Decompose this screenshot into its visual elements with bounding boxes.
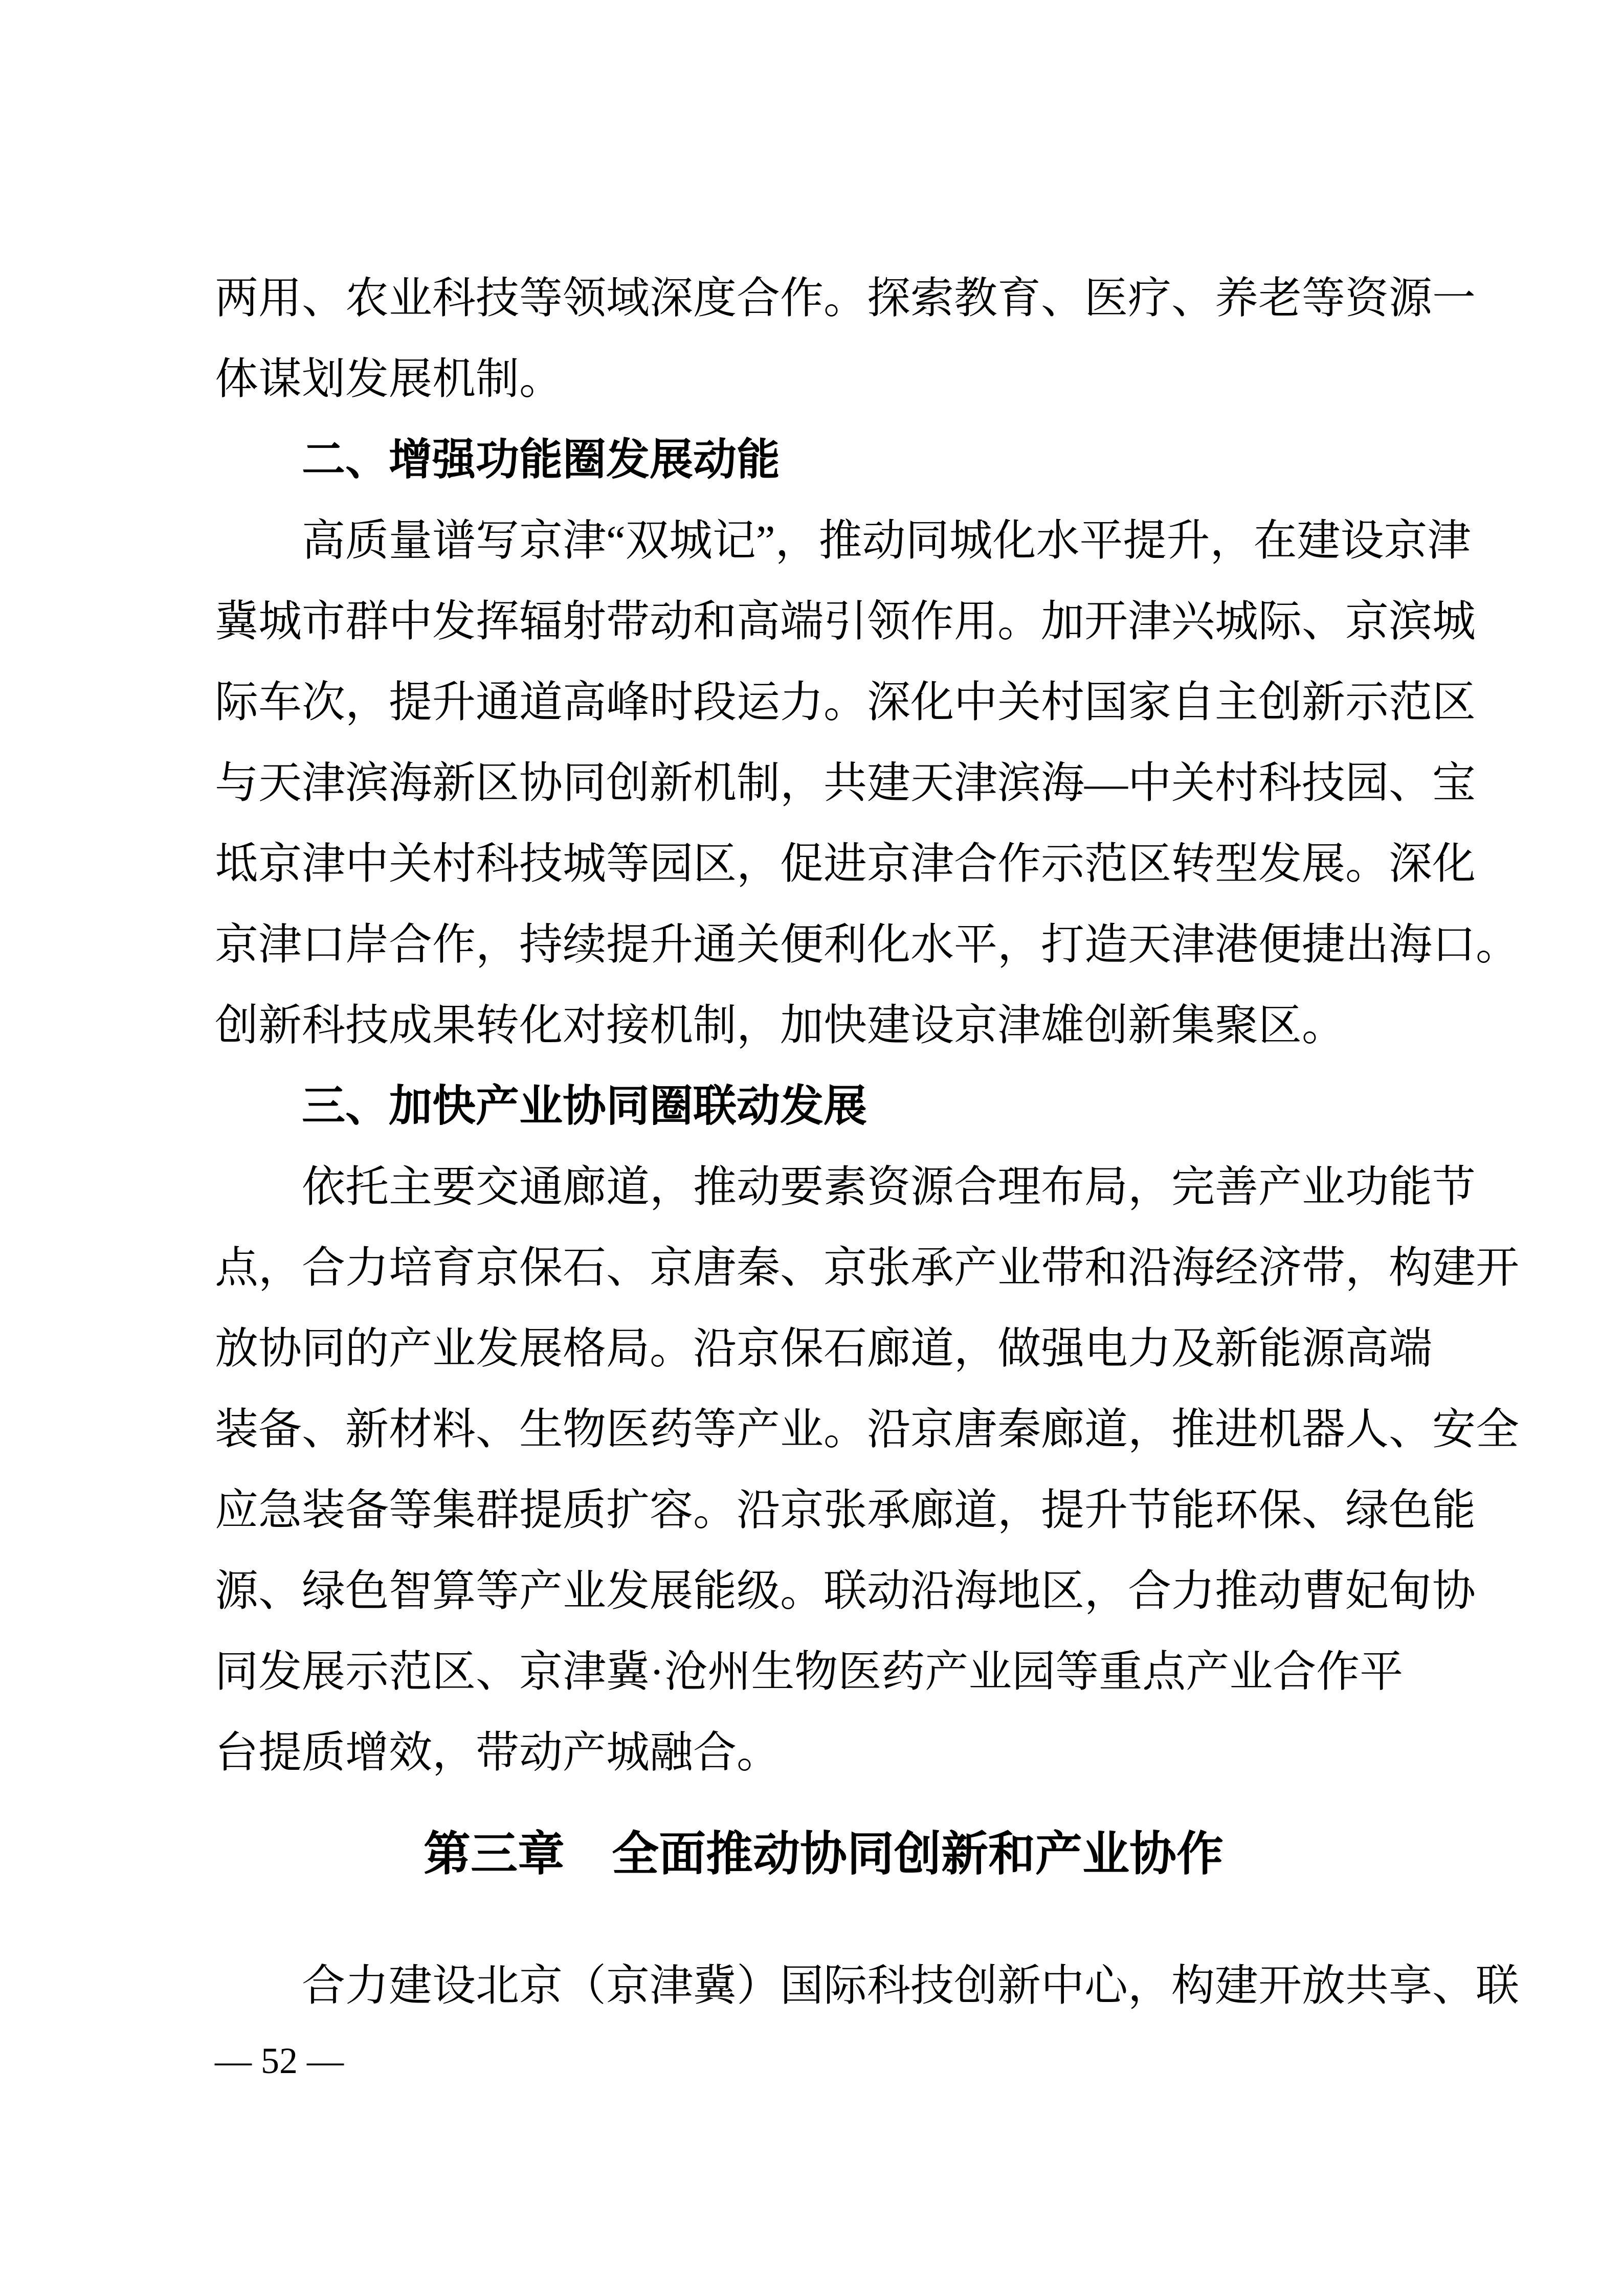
text-line: 京津口岸合作，持续提升通关便利化水平，打造天津港便捷出海口。 — [215, 921, 1520, 969]
text-line: 坻京津中关村科技城等园区，促进京津合作示范区转型发展。深化 — [215, 840, 1476, 888]
text-line: 合力建设北京（京津冀）国际科技创新中心，构建开放共享、联 — [302, 1962, 1520, 2010]
section-heading: 二、增强功能圈发展动能 — [302, 436, 781, 484]
text-line: 创新科技成果转化对接机制，加快建设京津雄创新集聚区。 — [215, 1002, 1346, 1050]
text-line: 依托主要交通廊道，推动要素资源合理布局，完善产业功能节 — [302, 1163, 1476, 1211]
text-flow — [215, 258, 1520, 2027]
text-line: 台提质增效，带动产城融合。 — [215, 1729, 781, 1777]
text-line: 应急装备等集群提质扩容。沿京张承廊道，提升节能环保、绿色能 — [215, 1487, 1476, 1535]
text-line: 两用、农业科技等领域深度合作。探索教育、医疗、养老等资源一 — [215, 275, 1476, 323]
text-line: 际车次，提升通道高峰时段运力。深化中关村国家自主创新示范区 — [215, 679, 1476, 727]
text-line: 同发展示范区、京津冀·沧州生物医药产业园等重点产业合作平 — [215, 1648, 1404, 1696]
text-line: 高质量谱写京津“双城记”，推动同城化水平提升，在建设京津 — [302, 517, 1471, 565]
text-line: 体谋划发展机制。 — [215, 355, 563, 403]
text-line: 与天津滨海新区协同创新机制，共建天津滨海—中关村科技园、宝 — [215, 759, 1476, 807]
section-heading: 三、加快产业协同圈联动发展 — [302, 1082, 867, 1131]
text-line: 源、绿色智算等产业发展能级。联动沿海地区，合力推动曹妃甸协 — [215, 1567, 1476, 1615]
page-number: — 52 — — [215, 2040, 344, 2081]
text-line: 点，合力培育京保石、京唐秦、京张承产业带和沿海经济带，构建开 — [215, 1244, 1520, 1292]
chapter-heading: 第三章 全面推动协同创新和产业协作 — [423, 1828, 1223, 1880]
text-line: 放协同的产业发展格局。沿京保石廊道，做强电力及新能源高端 — [215, 1325, 1433, 1373]
text-line: 冀城市群中发挥辐射带动和高端引领作用。加开津兴城际、京滨城 — [215, 598, 1476, 646]
text-line: 装备、新材料、生物医药等产业。沿京唐秦廊道，推进机器人、安全 — [215, 1406, 1520, 1454]
